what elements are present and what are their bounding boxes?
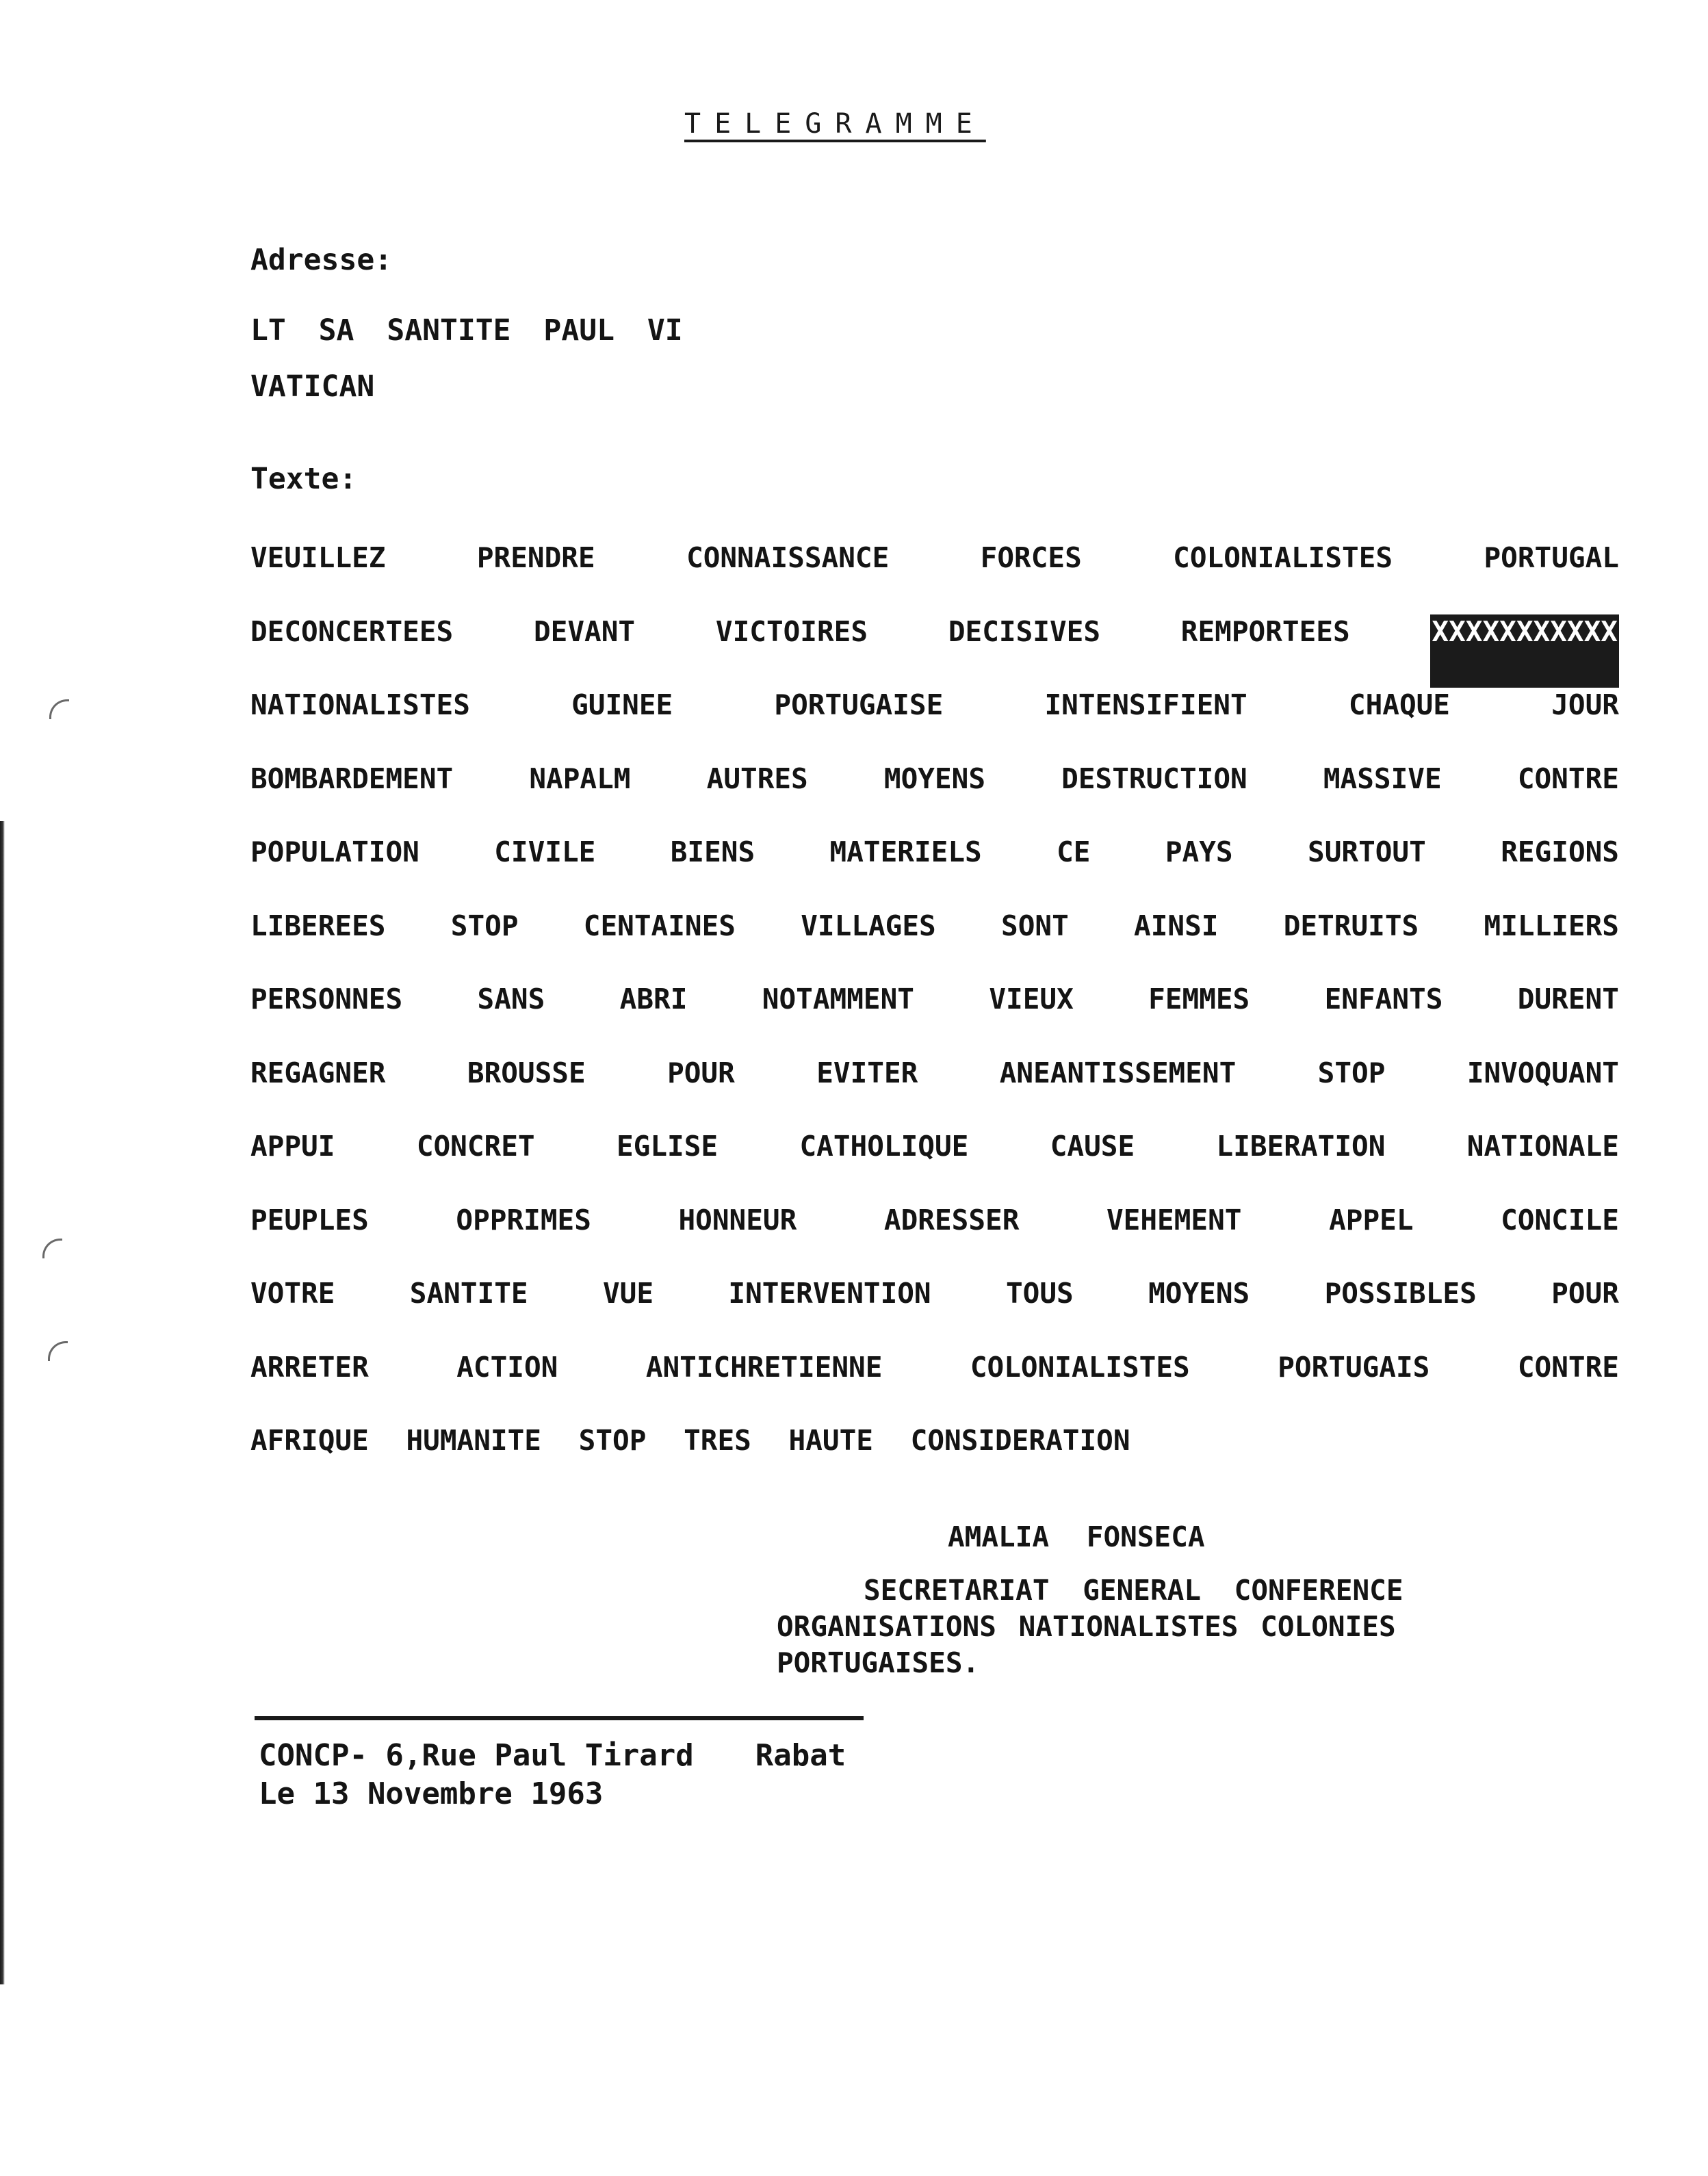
scan-mark: [49, 699, 69, 719]
body-word: ACTION: [456, 1350, 558, 1384]
body-word: TRES: [684, 1424, 751, 1457]
body-word: CONCRET: [416, 1130, 535, 1163]
body-word: VEUILLEZ: [250, 541, 386, 574]
body-word: POUR: [667, 1056, 735, 1089]
document-date: Le 13 Novembre 1963: [259, 1776, 604, 1811]
body-word: INTENSIFIENT: [1044, 688, 1247, 721]
body-line: [250, 982, 1619, 1056]
scan-mark: [42, 1239, 62, 1258]
scan-mark: [48, 1341, 68, 1361]
body-line: [250, 614, 1619, 688]
body-line: [250, 1056, 1619, 1130]
body-word: ANTICHRETIENNE: [645, 1350, 883, 1384]
body-word: REMPORTEES: [1180, 614, 1350, 648]
body-word: SANTITE: [409, 1277, 528, 1310]
body-word: BOMBARDEMENT: [250, 762, 454, 795]
body-word: VICTOIRES: [715, 614, 868, 648]
body-word: VEHEMENT: [1107, 1203, 1242, 1236]
body-line: [250, 1350, 1619, 1424]
signature-line-1: SECRETARIAT GENERAL CONFERENCE: [864, 1574, 1403, 1607]
body-word: APPUI: [250, 1130, 335, 1163]
address-line-recipient: LT SA SANTITE PAUL VI: [250, 313, 683, 348]
body-word: NATIONALE: [1466, 1130, 1619, 1163]
body-word: VIEUX: [989, 983, 1074, 1015]
body-word: HAUTE: [788, 1424, 873, 1457]
body-word: LIBEREES: [250, 909, 386, 942]
body-word: STOP: [578, 1424, 647, 1457]
body-word: PORTUGAISE: [774, 688, 944, 721]
body-word: CONNAISSANCE: [686, 541, 890, 574]
body-word: STOP: [1317, 1056, 1386, 1089]
sender-address: [259, 1738, 846, 1773]
body-word: AUTRES: [706, 762, 808, 795]
body-word: MOYENS: [1148, 1277, 1250, 1310]
body-word: INTERVENTION: [728, 1277, 931, 1310]
body-word: TOUS: [1006, 1277, 1074, 1310]
body-word: APPEL: [1329, 1203, 1414, 1236]
signature-line-2: ORGANISATIONS NATIONALISTES COLONIES: [777, 1610, 1396, 1643]
footer-divider: [255, 1716, 864, 1720]
body-word: CONSIDERATION: [910, 1424, 1130, 1457]
body-word: CIVILE: [494, 836, 596, 868]
body-word: FEMMES: [1148, 983, 1250, 1015]
body-word: VOTRE: [250, 1277, 335, 1310]
body-line: [250, 541, 1619, 614]
body-word: AFRIQUE: [250, 1424, 369, 1457]
body-word: EVITER: [816, 1056, 918, 1089]
body-word: MASSIVE: [1323, 762, 1442, 795]
address-line-place: VATICAN: [250, 370, 375, 404]
body-word: AINSI: [1134, 909, 1219, 942]
body-word: GUINEE: [571, 688, 673, 721]
body-word: SANS: [477, 983, 545, 1015]
body-word: CONTRE: [1517, 1350, 1619, 1384]
text-label: Texte:: [250, 462, 357, 496]
body-word: JOUR: [1551, 688, 1619, 721]
body-word: NAPALM: [529, 762, 631, 795]
signature-name: AMALIA FONSECA: [948, 1520, 1205, 1553]
document-title: TELEGRAMME: [684, 108, 986, 140]
body-word: CHAQUE: [1348, 688, 1450, 721]
body-word: REGAGNER: [250, 1056, 386, 1089]
body-word: VILLAGES: [801, 909, 936, 942]
body-word: ARRETER: [250, 1350, 369, 1384]
sender-street: CONCP- 6,Rue Paul Tirard: [259, 1738, 694, 1773]
body-word: CONCILE: [1501, 1203, 1619, 1236]
body-word: INVOQUANT: [1466, 1056, 1619, 1089]
body-word: HUMANITE: [406, 1424, 541, 1457]
body-word: PERSONNES: [250, 983, 403, 1015]
body-word: FORCES: [980, 541, 1082, 574]
body-word: COLONIALISTES: [970, 1350, 1190, 1384]
body-word: BROUSSE: [467, 1056, 586, 1089]
body-line: [250, 688, 1619, 762]
body-word: REGIONS: [1501, 836, 1619, 868]
body-word: POUR: [1551, 1277, 1619, 1310]
body-line: [250, 835, 1619, 909]
body-line: [250, 1203, 1619, 1277]
body-word: DECISIVES: [948, 614, 1101, 648]
body-word: PEUPLES: [250, 1203, 369, 1236]
body-line: [250, 762, 1619, 836]
body-word: VUE: [602, 1277, 654, 1310]
body-word: DESTRUCTION: [1061, 762, 1247, 795]
body-word: OPPRIMES: [456, 1203, 591, 1236]
body-line: [250, 909, 1619, 983]
body-word: CENTAINES: [583, 909, 736, 942]
body-line: [250, 1276, 1619, 1350]
body-word: ENFANTS: [1324, 983, 1443, 1015]
sender-city: Rabat: [755, 1738, 846, 1773]
body-word: CONTRE: [1517, 762, 1619, 795]
body-word: PAYS: [1165, 836, 1233, 868]
body-line: [250, 1129, 1619, 1203]
body-word: SONT: [1001, 909, 1069, 942]
body-word: ABRI: [619, 983, 688, 1015]
body-word: NOTAMMENT: [762, 983, 914, 1015]
body-word: ANEANTISSEMENT: [999, 1056, 1237, 1089]
body-word: SURTOUT: [1308, 836, 1426, 868]
signature-line-3: PORTUGAISES.: [777, 1646, 980, 1679]
body-word: DETRUITS: [1283, 909, 1419, 942]
body-word: DURENT: [1517, 983, 1619, 1015]
body-word: POSSIBLES: [1324, 1277, 1477, 1310]
body-word: BIENS: [670, 836, 755, 868]
body-word: STOP: [450, 909, 519, 942]
body-word: LIBERATION: [1216, 1130, 1386, 1163]
body-word: PORTUGAIS: [1278, 1350, 1430, 1384]
body-word: MOYENS: [883, 762, 986, 795]
body-word: CE: [1057, 836, 1091, 868]
address-label: Adresse:: [250, 243, 393, 277]
body-word: POPULATION: [250, 836, 419, 868]
body-word: COLONIALISTES: [1173, 541, 1393, 574]
body-word: DEVANT: [534, 614, 636, 648]
body-word: PRENDRE: [476, 541, 595, 574]
body-word: CATHOLIQUE: [799, 1130, 969, 1163]
body-line: [250, 1423, 1619, 1497]
body-word: EGLISE: [617, 1130, 719, 1163]
scan-edge-shadow: [0, 821, 5, 1984]
body-word: MILLIERS: [1484, 909, 1619, 942]
body-word: CAUSE: [1050, 1130, 1135, 1163]
body-word: NATIONALISTES: [250, 688, 470, 721]
body-word: ADRESSER: [883, 1203, 1020, 1236]
body-word: HONNEUR: [678, 1203, 797, 1236]
struck-out-word: XXXXXXXXXXX: [1430, 614, 1619, 688]
telegram-body: [250, 541, 1674, 1497]
body-word: PORTUGAL: [1484, 541, 1619, 574]
body-word: MATERIELS: [829, 836, 982, 868]
body-word: DECONCERTEES: [250, 614, 454, 648]
